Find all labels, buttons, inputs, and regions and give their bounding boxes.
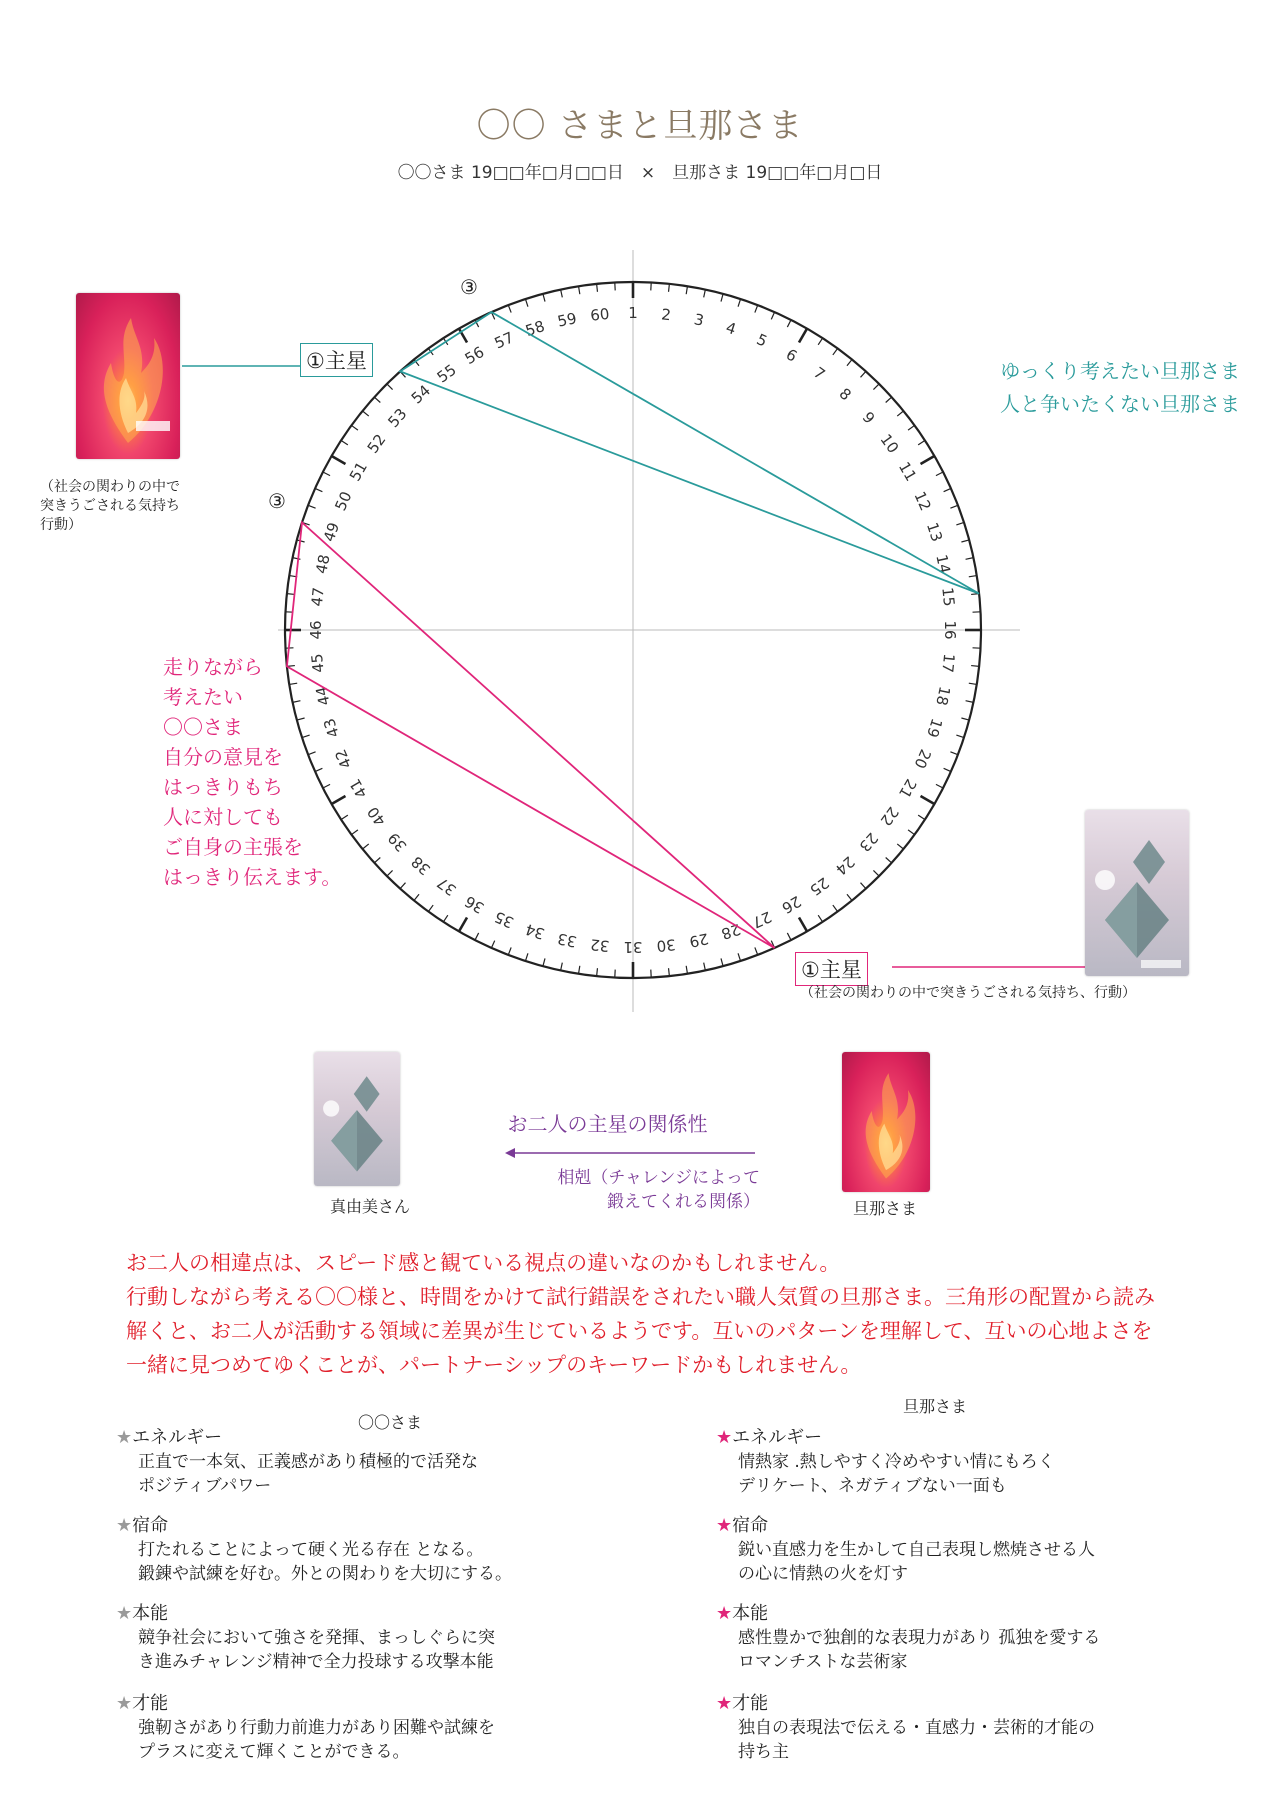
wheel-tick: [459, 918, 467, 932]
husband-crystal-card: [1085, 810, 1189, 976]
wheel-number: 35: [491, 907, 517, 932]
wheel-number: 52: [363, 430, 390, 457]
wheel-number: 24: [831, 852, 859, 879]
wheel-number: 45: [307, 652, 328, 674]
wheel-tick: [738, 299, 740, 307]
gray-star-icon: ★: [116, 1603, 133, 1624]
wife-description: 走りながら 考えたい 〇〇さま 自分の意見を はっきりもち 人に対しても ご自身の主張を はっきり伝えます。: [163, 655, 342, 889]
left-note: （社会の関わりの中で 突きうごされる気持ち 行動）: [40, 479, 180, 533]
wheel-number: 48: [312, 552, 334, 576]
wheel-tick: [833, 348, 838, 354]
wheel-number: 8: [835, 384, 855, 405]
relation-title: お二人の主星の関係性: [507, 1112, 708, 1136]
relation-description: 相剋（チャレンジによって 鍛えてくれる関係）: [557, 1168, 760, 1212]
wheel-number: 2: [660, 305, 672, 325]
wheel-tick: [918, 440, 925, 444]
wheel-number: 9: [858, 408, 879, 428]
wheel-tick: [363, 411, 369, 416]
wheel-tick: [897, 411, 903, 416]
wheel-tick: [787, 320, 791, 327]
wheel-number: 12: [910, 488, 935, 514]
wheel-number: 5: [753, 330, 770, 351]
wheel-number: 58: [523, 317, 547, 341]
wheel-tick: [833, 905, 838, 911]
wheel-tick: [847, 894, 852, 900]
gray-star-icon: ★: [116, 1693, 133, 1714]
wheel-tick: [971, 666, 979, 667]
wheel-number: 33: [555, 929, 579, 951]
relation-fire-card: [842, 1052, 930, 1192]
wheel-number: 29: [687, 929, 711, 951]
wheel-number: 28: [719, 919, 743, 943]
wheel-tick: [886, 397, 892, 402]
wheel-tick: [686, 966, 687, 974]
gray-star-icon: ★: [116, 1427, 133, 1448]
wheel-number: 17: [938, 652, 959, 674]
wheel-tick: [961, 718, 969, 720]
wheel-number: 6: [782, 345, 801, 366]
wheel-tick: [771, 312, 774, 319]
wheel-tick: [936, 472, 943, 476]
wheel-tick: [428, 905, 433, 911]
page-subtitle: 〇〇さま 19□□年□月□□日 × 旦那さま 19□□年□月□日: [397, 163, 883, 183]
wheel-number: 51: [345, 458, 372, 485]
wheel-number: 32: [589, 935, 611, 956]
right-note: （社会の関わりの中で突きうごされる気持ち、行動）: [800, 985, 1136, 1001]
wheel-number: 59: [555, 309, 579, 331]
wheel-tick: [944, 488, 951, 491]
wheel-tick: [966, 558, 974, 560]
wheel-tick: [704, 290, 706, 298]
wheel-number: 47: [307, 586, 328, 608]
wheel-tick: [799, 329, 807, 343]
husband-description: ゆっくり考えたい旦那さま 人と争いたくない旦那さま: [1000, 359, 1240, 416]
wheel-number: 49: [320, 520, 344, 544]
wheel-number: 4: [723, 318, 739, 339]
wheel-tick: [921, 456, 935, 464]
wheel-tick: [969, 576, 977, 577]
wheel-tick: [944, 768, 951, 771]
wheel-number: 22: [876, 803, 903, 830]
left-trait-energy: ★エネルギー 正直で一本気、正義感があり積極的で活発な ポジティブパワー: [116, 1427, 478, 1496]
wheel-tick: [861, 883, 866, 889]
left-trait-talent: ★才能 強靭さがあり行動力前進力があり困難や試練を プラスに変えて輝くことができる。: [116, 1693, 495, 1762]
wheel-number: 30: [655, 935, 677, 956]
wheel-tick: [669, 284, 670, 292]
wheel-number: 57: [491, 328, 517, 353]
wheel-number: 13: [922, 520, 946, 544]
wheel-number: 43: [320, 716, 344, 740]
summary-text: お二人の相違点は、スピード感と観ている視点の違いなのかもしれません。 行動しながら考える〇〇様と、時間をかけて試行錯誤をされたい職人気質の旦那さま。三角形の配置から読み解くと、お二人が活動する領域に差異が生じているようです。互いのパターンを理解して、互いの心地よさを一緒に見つめてゆくことが、パートナーシップのキーワードかもしれません。: [126, 1251, 1155, 1377]
wheel-tick: [351, 425, 357, 430]
wheel-tick: [738, 953, 740, 961]
right-trait-talent: ★才能 独自の表現法で伝える・直感力・芸術的才能の 持ち主: [716, 1693, 1095, 1762]
wheel-tick: [956, 735, 964, 737]
wheel-tick: [669, 968, 670, 976]
wheel-tick: [950, 752, 957, 755]
right-trait-instinct: ★本能 感性豊かで独創的な表現力があり 孤独を愛する ロマンチストな芸術家: [716, 1603, 1101, 1672]
wheel-tick: [908, 425, 914, 430]
wheel-tick: [961, 540, 969, 542]
wheel-number: 44: [312, 684, 334, 708]
wheel-tick: [443, 915, 447, 922]
wheel-tick: [755, 305, 758, 312]
wheel-number: 10: [876, 430, 903, 457]
wheel-tick: [686, 286, 687, 294]
wheel-number: 23: [855, 828, 882, 856]
wheel-tick: [508, 947, 511, 954]
wheel-tick: [755, 947, 758, 954]
right-column-heading: 旦那さま: [902, 1397, 967, 1416]
left-trait-destiny: ★宿命 打たれることによって硬く光る存在 となる。 鍛錬や試練を好む。外との関わりを大切にする。: [116, 1515, 512, 1584]
wheel-tick: [969, 683, 977, 684]
third-label-left: ③: [268, 489, 286, 513]
wheel-tick: [721, 294, 723, 302]
wheel-tick: [873, 870, 879, 876]
page-title: 〇〇 さまと旦那さま: [476, 106, 804, 146]
wheel-tick: [704, 963, 706, 971]
wheel-tick: [847, 360, 852, 366]
wheel-number: 50: [331, 488, 356, 514]
wheel-tick: [873, 384, 879, 390]
wheel-tick: [374, 397, 380, 402]
wheel-tick: [293, 558, 301, 560]
wheel-tick: [897, 844, 903, 849]
wheel-tick: [341, 440, 348, 444]
wheel-tick: [787, 933, 791, 940]
pink-star-icon: ★: [716, 1427, 733, 1448]
wheel-tick: [561, 290, 563, 298]
wheel-tick: [966, 701, 974, 703]
wheel-number: 40: [363, 803, 390, 830]
wheel-tick: [543, 294, 545, 302]
wheel-number: 46: [307, 620, 325, 640]
wheel-number: 41: [345, 775, 372, 802]
pink-star-icon: ★: [716, 1603, 733, 1624]
wheel-number: 27: [749, 907, 775, 932]
wheel-tick: [323, 472, 330, 476]
wheel-number: 19: [922, 716, 946, 740]
wheel-number: 26: [778, 891, 805, 918]
right-trait-energy: ★エネルギー 情熱家 .熱しやすく冷めやすい情にもろく デリケート、ネガティブない一面も: [716, 1427, 1055, 1496]
wheel-tick: [414, 894, 419, 900]
wheel-number: 20: [910, 746, 935, 772]
wheel-tick: [956, 522, 964, 524]
wheel-tick: [861, 371, 866, 377]
wheel-tick: [886, 858, 892, 863]
wheel-number: 16: [941, 620, 959, 640]
relation-name-right: 旦那さま: [852, 1199, 917, 1218]
pink-star-icon: ★: [716, 1693, 733, 1714]
wheel-tick: [818, 338, 822, 345]
wheel-tick: [308, 505, 315, 508]
wheel-tick: [579, 966, 580, 974]
wheel-tick: [315, 488, 322, 491]
wheel-number: 37: [433, 873, 460, 900]
wheel-tick: [908, 830, 914, 835]
wheel-number: 38: [407, 852, 435, 879]
wheel-tick: [936, 784, 943, 788]
third-label-top: ③: [460, 275, 478, 299]
wheel-number: 53: [384, 404, 411, 432]
wheel-tick: [475, 933, 479, 940]
wheel-number: 1: [628, 304, 638, 322]
wheel-number: 54: [407, 381, 435, 408]
wheel-tick: [818, 915, 822, 922]
wheel-tick: [525, 299, 527, 307]
wheel-tick: [579, 286, 580, 294]
relation-arrow: [505, 1146, 755, 1160]
wheel-number: 11: [894, 458, 921, 485]
right-trait-destiny: ★宿命 鋭い直感力を生かして自己表現し燃焼させる人 の心に情熱の火を灯す: [716, 1515, 1095, 1584]
wheel-tick: [561, 963, 563, 971]
wheel-tick: [332, 456, 346, 464]
wheel-axes: [278, 250, 1020, 1012]
wheel-number: 55: [433, 360, 460, 387]
pink-star-icon: ★: [716, 1515, 733, 1536]
wheel-number: 36: [461, 891, 488, 918]
relation-name-left: 真由美さん: [329, 1197, 410, 1216]
wheel-tick: [525, 953, 527, 961]
wheel-number: 34: [523, 919, 547, 943]
wheel-number: 31: [623, 938, 643, 956]
wheel-tick: [950, 505, 957, 508]
wheel-tick: [597, 968, 598, 976]
relation-crystal-card: [314, 1052, 400, 1186]
wheel-number: 42: [331, 746, 356, 772]
wife-main-star-label: ①主星: [300, 343, 373, 377]
wheel-tick: [387, 870, 393, 876]
wheel-number: 7: [810, 363, 829, 384]
wheel-number: 14: [932, 552, 954, 576]
wheel-tick: [921, 796, 935, 804]
wheel-tick: [400, 883, 405, 889]
left-trait-instinct: ★本能 競争社会において強さを発揮、まっしぐらに突 き進みチャレンジ精神で全力投球する攻撃本能: [116, 1603, 495, 1672]
gray-star-icon: ★: [116, 1515, 133, 1536]
wheel-number: 39: [384, 828, 411, 856]
wheel-number: 3: [692, 310, 706, 330]
wheel-tick: [799, 918, 807, 932]
wheel-tick: [721, 958, 723, 966]
wheel-number: 60: [589, 304, 611, 325]
wheel-tick: [508, 305, 511, 312]
wheel-tick: [543, 958, 545, 966]
husband-main-star-label: ①主星: [795, 952, 868, 986]
wheel-tick: [387, 384, 393, 390]
wheel-number: 21: [894, 775, 921, 802]
wheel-tick: [491, 941, 494, 948]
wheel-number: 18: [932, 684, 954, 708]
left-column-heading: 〇〇さま: [357, 1413, 422, 1432]
wife-fire-card: [76, 293, 180, 459]
wheel-tick: [918, 815, 925, 819]
wheel-tick: [597, 284, 598, 292]
wheel-number: 15: [938, 586, 959, 608]
wheel-number: 25: [806, 873, 833, 900]
wheel-number: 56: [461, 342, 488, 369]
